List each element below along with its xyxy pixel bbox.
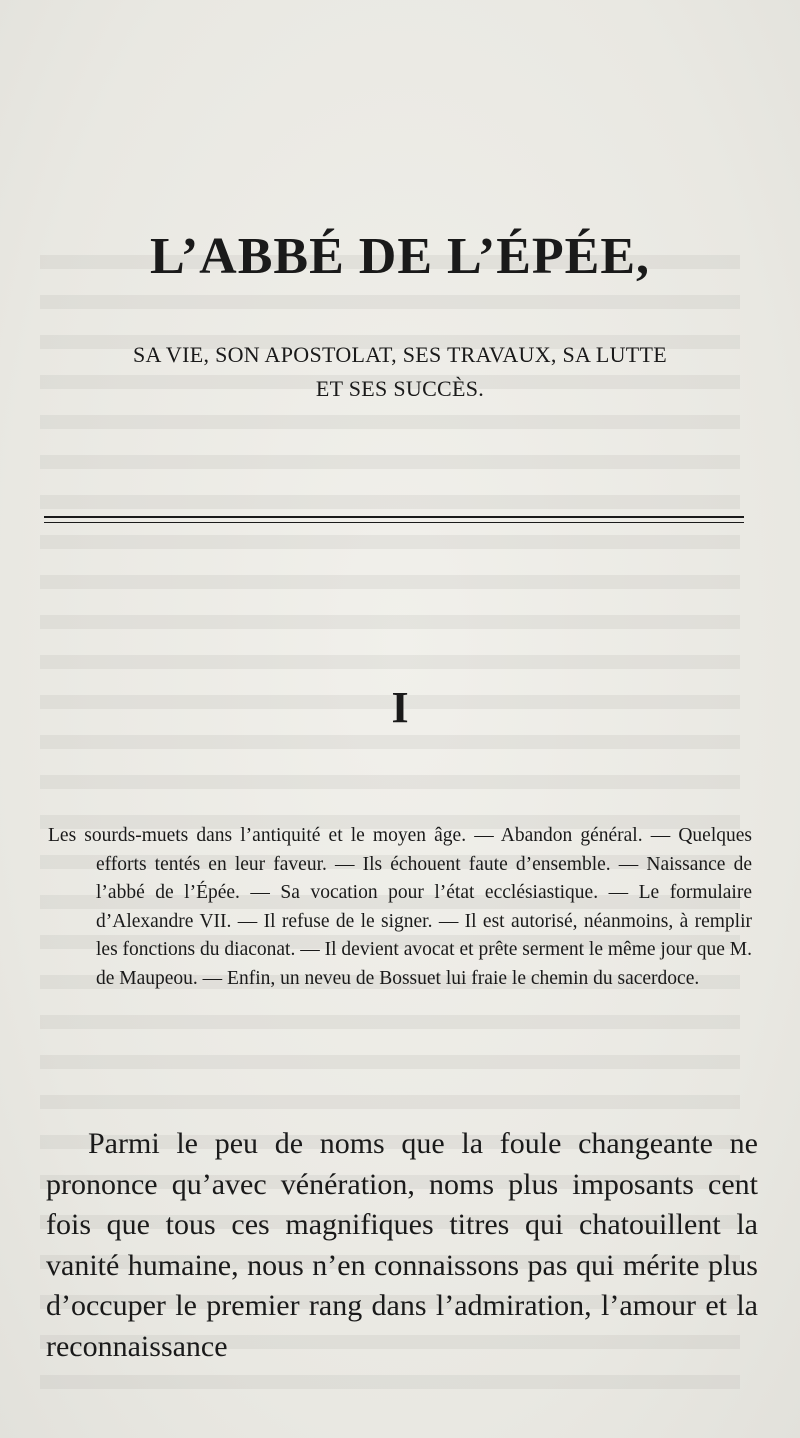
subtitle-line-1: SA VIE, SON APOSTOLAT, SES TRAVAUX, SA LUTTE	[133, 342, 667, 367]
chapter-number: I	[391, 683, 409, 732]
chapter-summary: Les sourds-muets dans l’antiquité et le moyen âge. — Abandon général. — Quelques efforts tentés en leur faveur. — Ils échouent faute d’ensemble. — Naissance de l’abbé de l’Épée. — Sa vocation pour l’état ecclésiastique. — Le formulaire d’Alexandre VII. — Il refuse de le signer. — Il est autorisé, néanmoins, à remplir les fonctions du diaconat. — Il devient avocat et prête serment le même jour que M. de Maupeou. — Enfin, un neveu de Bossuet lui fraie le chemin du sacerdoce.	[48, 825, 752, 989]
double-rule-divider	[44, 516, 744, 523]
subtitle-line-2: ET SES SUCCÈS.	[315, 376, 485, 401]
book-subtitle	[40, 338, 760, 406]
book-title: L’ABBÉ DE L’ÉPÉE,	[149, 228, 651, 285]
body-paragraph: Parmi le peu de noms que la foule changeante ne prononce qu’avec vénération, noms plus imposants cent fois que tous ces magnifiques titres qui chatouillent la vanité humaine, nous n’en connaissons pas qui mérite plus d’occuper le premier rang dans l’admiration, l’amour et la reconnaissance	[46, 1127, 758, 1363]
